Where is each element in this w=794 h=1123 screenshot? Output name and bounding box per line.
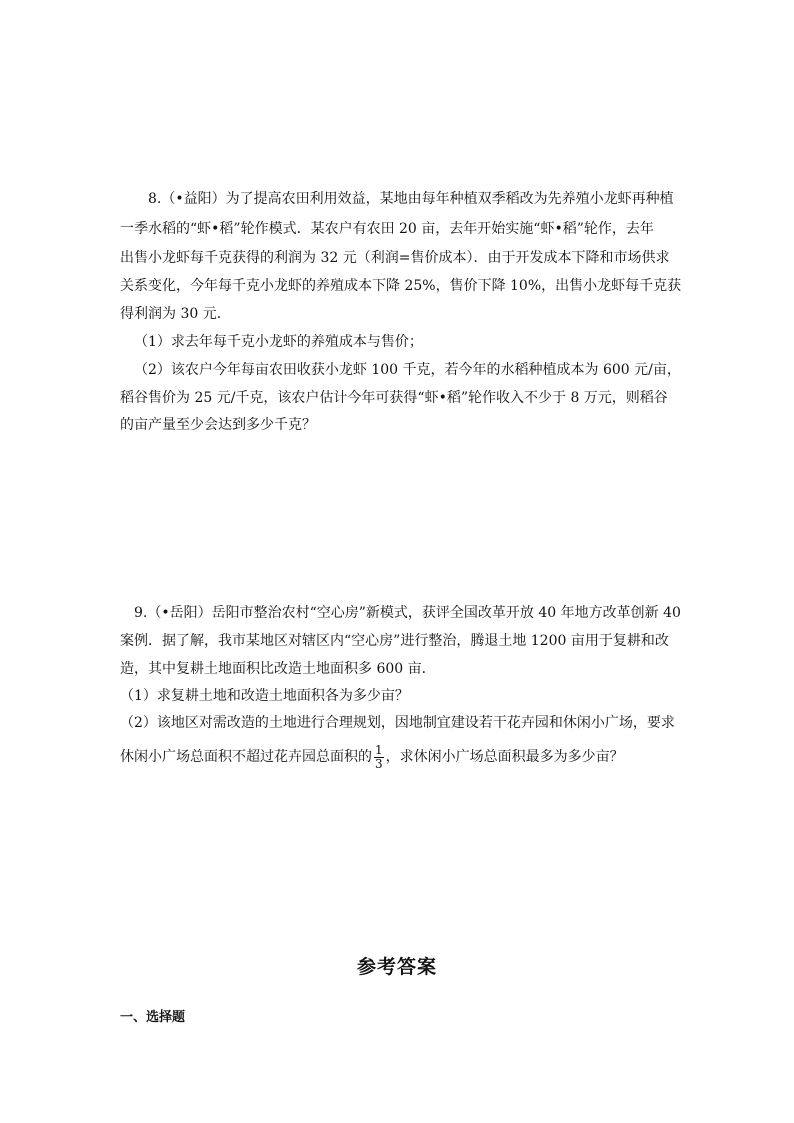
q8-line-1: 8.（•益阳）为了提高农田利用效益，某地由每年种植双季稻改为先养殖小龙虾再种植 <box>148 191 674 207</box>
q9-line-6-after: ，求休闲小广场总面积最多为多少亩？ <box>385 749 624 765</box>
fraction-one-third <box>374 744 384 771</box>
q9-line-6 <box>120 740 624 774</box>
q8-line-4: 关系变化，今年每千克小龙虾的养殖成本下降 25%，售价下降 10%，出售小龙虾每千克获 <box>120 278 682 294</box>
q9-part-1: （1）求复耕土地和改造土地面积各为多少亩？ <box>120 688 409 704</box>
q8-part-1: （1）求去年每千克小龙虾的养殖成本与售价； <box>134 334 423 350</box>
fraction-numerator: 1 <box>375 742 383 757</box>
q8-part-2: （2）该农户今年每亩农田收获小龙虾 100 千克，若今年的水稻种植成本为 600 元/亩， <box>134 362 681 378</box>
q9-line-1: 9.（•岳阳）岳阳市整治农村“空心房”新模式，获评全国改革开放 40 年地方改革创新 40 <box>134 605 681 621</box>
q9-line-3: 造，其中复耕土地面积比改造土地面积多 600 亩． <box>120 661 436 677</box>
answer-title: 参考答案 <box>356 956 437 978</box>
q9-part-2: （2）该地区对需改造的土地进行合理规划，因地制宜建设若干花卉园和休闲小广场，要求 <box>120 715 675 731</box>
q8-line-5: 得利润为 30 元． <box>120 306 231 322</box>
q8-line-2: 一季水稻的“虾•稻”轮作模式．某农户有农田 20 亩，去年开始实施“虾•稻”轮作，去年 <box>120 221 654 237</box>
q8-line-8: 稻谷售价为 25 元/千克，该农户估计今年可获得“虾•稻”轮作收入不少于 8 万元，则稻谷 <box>120 390 668 406</box>
q8-line-3: 出售小龙虾每千克获得的利润为 32 元（利润=售价成本）．由于开发成本下降和市场供求 <box>120 250 670 266</box>
fraction-denominator: 3 <box>375 756 383 771</box>
q8-line-9: 的亩产量至少会达到多少千克？ <box>120 417 316 433</box>
q9-line-6-before: 休闲小广场总面积不超过花卉园总面积的 <box>120 749 372 765</box>
q9-line-2: 案例．据了解，我市某地区对辖区内“空心房”进行整治，腾退土地 1200 亩用于复耕和改 <box>120 633 669 649</box>
section-heading-choice: 一、选择题 <box>120 1010 186 1025</box>
